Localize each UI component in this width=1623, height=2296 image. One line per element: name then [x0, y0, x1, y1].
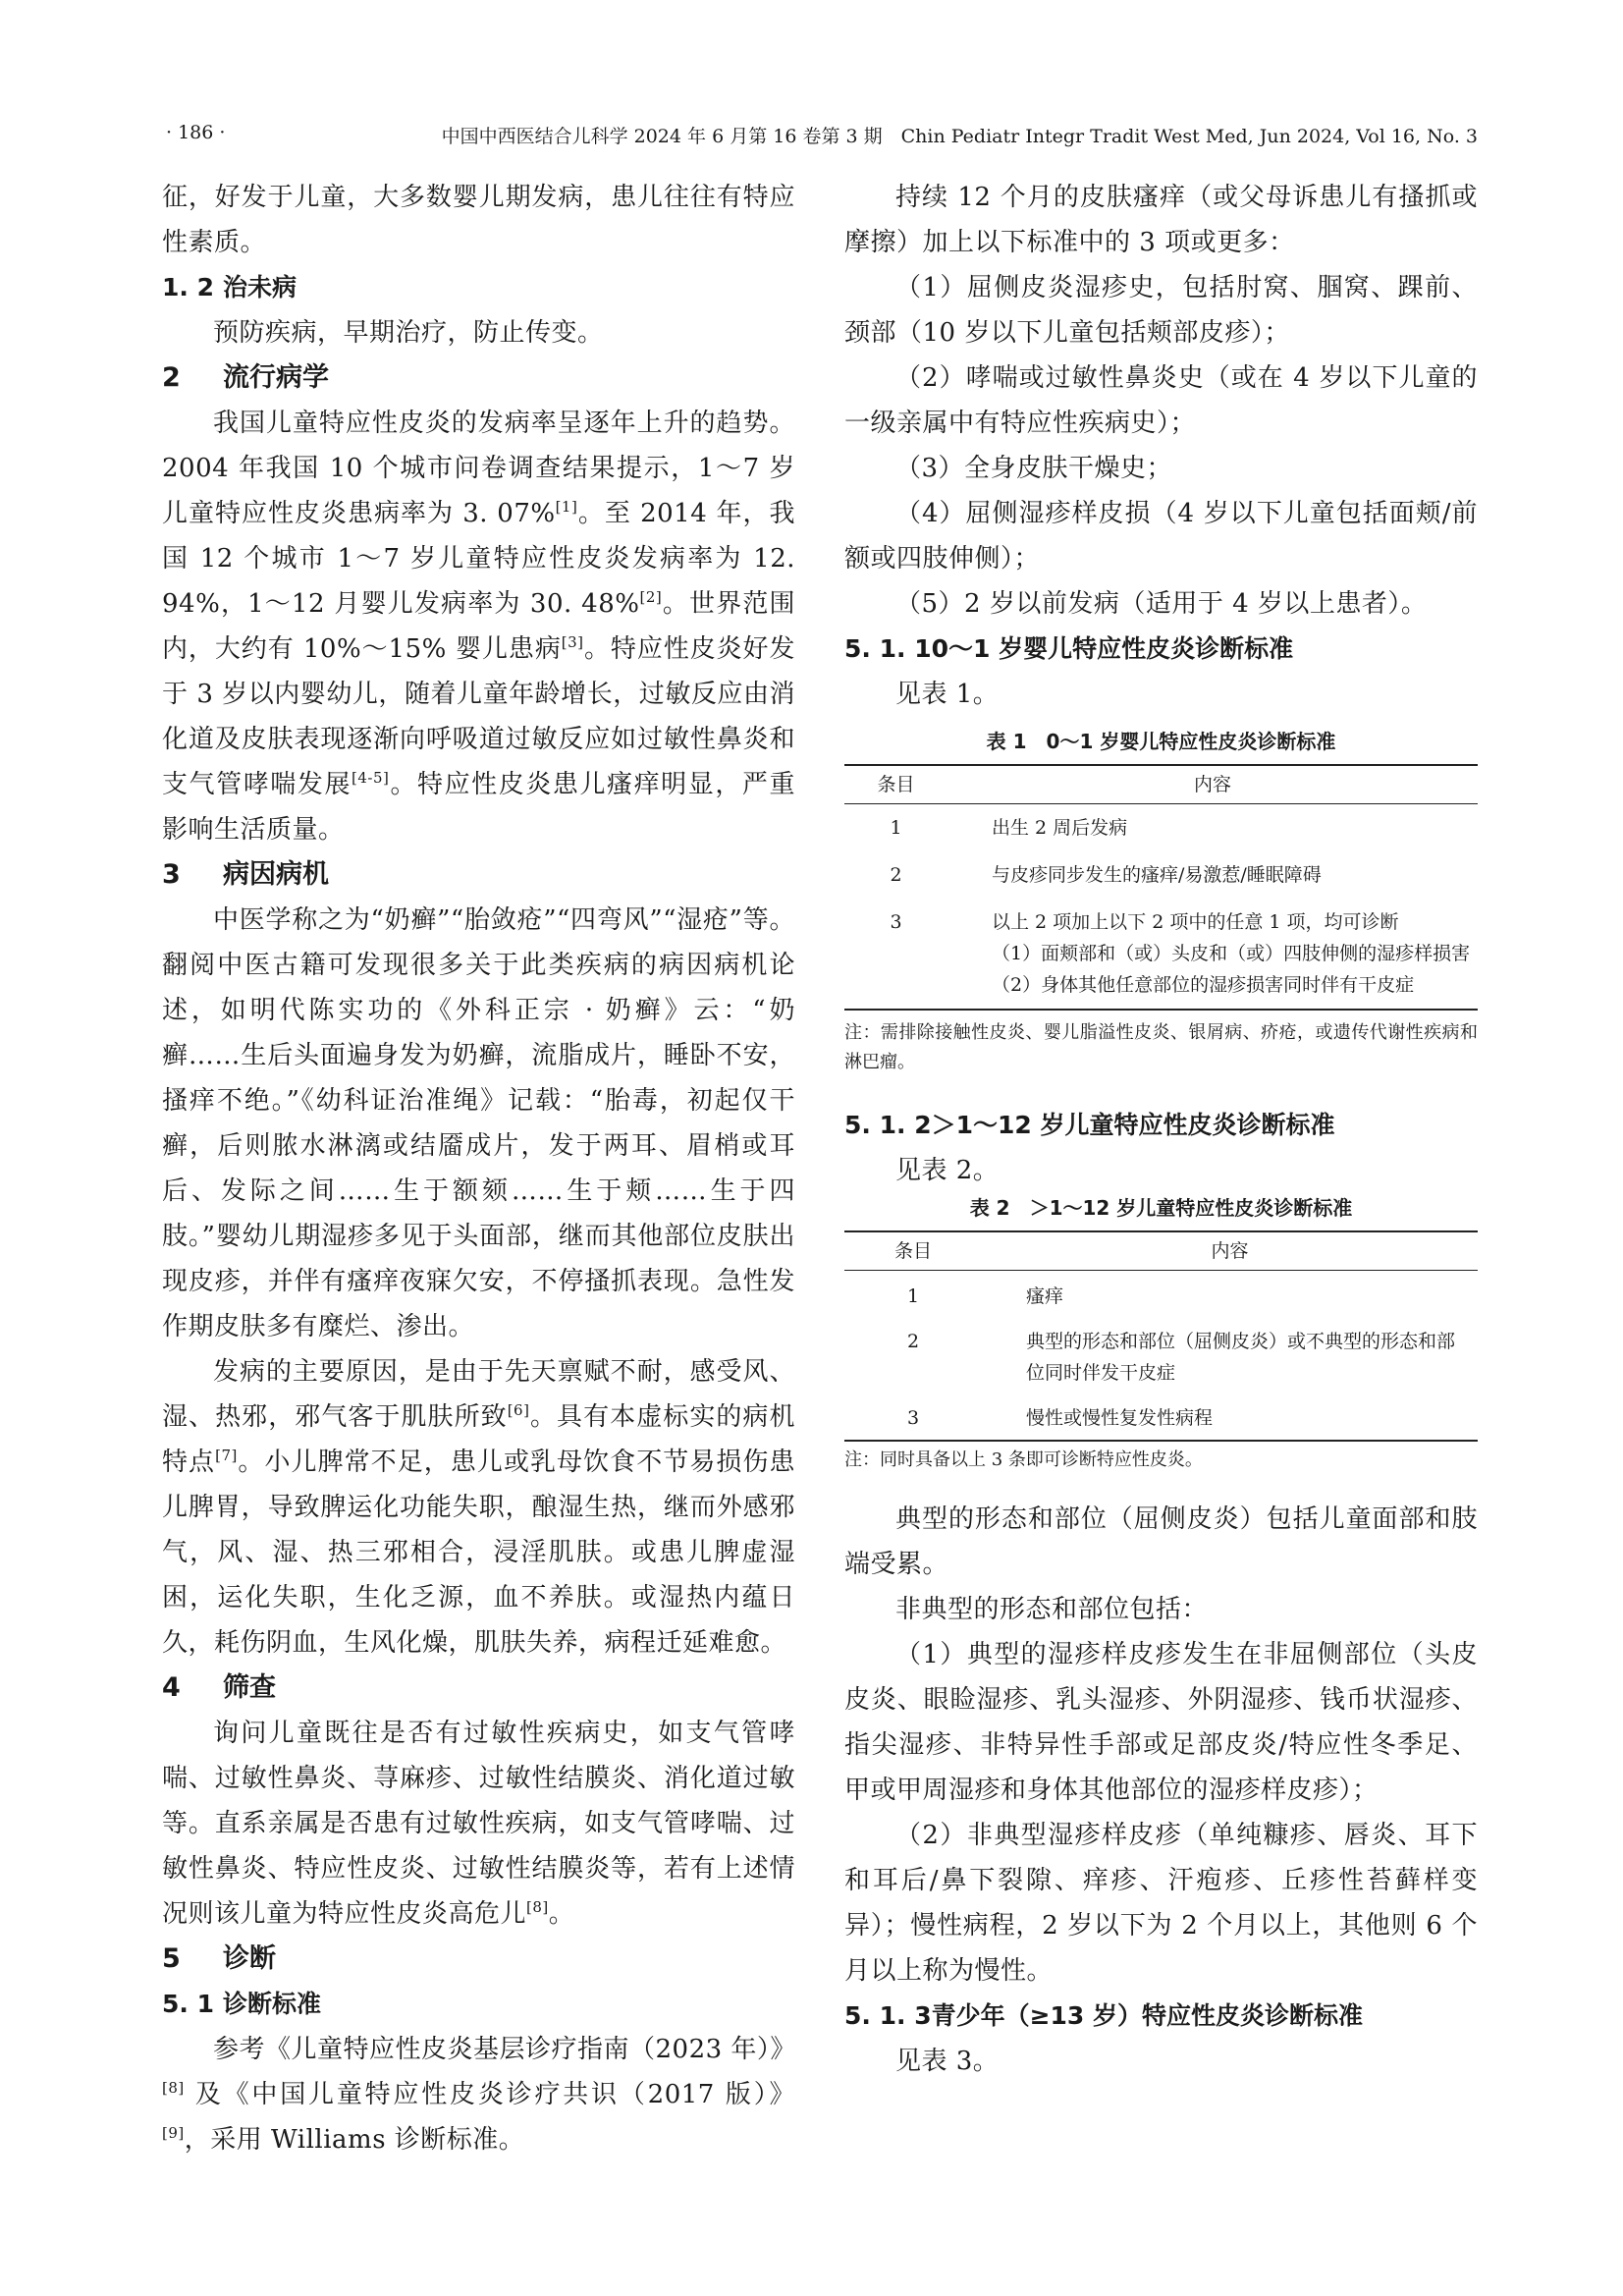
text: 。特应性皮炎好发于 3 岁以内婴幼儿，随着儿童年龄增长，过敏反应由消化道及皮肤表现逐渐向呼吸道过敏反应如过敏性鼻炎和支气管哮喘发展: [162, 634, 795, 799]
paragraph-tcm-names: 中医学称之为“奶癣”“胎敛疮”“四弯风”“湿疮”等。翻阅中医古籍可发现很多关于此类疾病的病因病机论述，如明代陈实功的《外科正宗 · 奶癣》云：“奶癣……生后头面遍身发为奶癣，流脂成片，睡卧不安，搔痒不绝。”《幼科证治准绳》记载：“胎毒，初起仅干癣，后则脓水淋漓或结靥成片，发于两耳、眉梢或耳后、发际之间……生于额颏……生于颊……生于四肢。”婴幼儿期湿疹多见于头面部，继而其他部位皮肤出现皮疹，并伴有瘙痒夜寐欠安，不停搔抓表现。急性发作期皮肤多有糜烂、渗出。: [162, 905, 795, 1341]
row-content: 典型的形态和部位（屈侧皮炎）或不典型的形态和部位同时伴发干皮症: [1026, 1331, 1456, 1384]
row-content: 慢性或慢性复发性病程: [1026, 1407, 1214, 1429]
citation-ref: [2]: [639, 588, 663, 606]
paragraph-atypical-intro: 非典型的形态和部位包括：: [895, 1595, 1209, 1624]
paragraph-typical-form: 典型的形态和部位（屈侧皮炎）包括儿童面部和肢端受累。: [844, 1504, 1478, 1579]
column-header: 内容: [947, 765, 1478, 804]
text: 及《中国儿童特应性皮炎诊疗共识（2017 版）》: [184, 2080, 795, 2109]
atypical-item: （1）典型的湿疹样皮疹发生在非屈侧部位（头皮皮炎、眼睑湿疹、乳头湿疹、外阴湿疹、钱币状湿疹、指尖湿疹、非特异性手部或足部皮炎/特应性冬季足、甲或甲周湿疹和身体其他部位的湿疹样皮疹）；: [844, 1640, 1478, 1805]
text: 发病的主要原因，是由于先天禀赋不耐，感受风、湿、热邪，邪气客于肌肤所致: [162, 1357, 795, 1432]
criterion-item: （4）屈侧湿疹样皮损（4 岁以下儿童包括面颊/前额或四肢伸侧）；: [844, 499, 1478, 574]
table-row: [844, 891, 1478, 1010]
criterion-item: （3）全身皮肤干燥史；: [895, 454, 1173, 483]
heading-5-1-2: [844, 1103, 1478, 1148]
column-header: 条目: [844, 1231, 982, 1271]
column-header: 条目: [844, 765, 947, 804]
section-title: 诊断: [223, 1943, 276, 1974]
atypical-item: （2）非典型湿疹样皮疹（单纯糠疹、唇炎、耳下和耳后/鼻下裂隙、痒疹、汗疱疹、丘疹性苔藓样变异）；慢性病程，2 岁以下为 2 个月以上，其他则 6 个月以上称为慢性。: [844, 1821, 1478, 1986]
page-number: · 186 ·: [166, 122, 226, 143]
see-table-3: 见表 3。: [895, 2047, 1000, 2076]
row-content: 出生 2 周后发病: [992, 817, 1128, 839]
paragraph-itch-criterion: 持续 12 个月的皮肤瘙痒（或父母诉患儿有搔抓或摩擦）加上以下标准中的 3 项或更多：: [844, 183, 1478, 257]
section-number: 5: [162, 1943, 181, 1974]
section-number: 3: [162, 859, 181, 890]
row-number: 2: [906, 1331, 920, 1352]
text: 。特应性皮炎患儿瘙痒明显，严重影响生活质量。: [162, 770, 795, 845]
section-title: 青少年（≥13 岁）特应性皮炎诊断标准: [931, 2001, 1364, 2030]
row-number: 2: [890, 864, 902, 886]
row-content: [947, 891, 1478, 1010]
column-header: 内容: [982, 1231, 1478, 1271]
paragraph-continuation: 征，好发于儿童，大多数婴儿期发病，患儿往往有特应性素质。: [162, 183, 795, 257]
citation-ref: [4-5]: [352, 769, 390, 787]
row-text: 以上 2 项加上以下 2 项中的任意 1 项，均可诊断: [992, 911, 1399, 933]
citation-ref: [1]: [555, 498, 578, 516]
section-title: 筛查: [223, 1672, 276, 1703]
citation-ref: [6]: [507, 1401, 530, 1419]
heading-3: [162, 852, 795, 898]
heading-5-1-1: [844, 627, 1478, 672]
row-number: 3: [890, 911, 902, 933]
citation-ref: [8]: [526, 1898, 549, 1916]
table-caption: 表 1 0～1 岁婴儿特应性皮炎诊断标准: [986, 730, 1336, 753]
section-title: 0～1 岁婴儿特应性皮炎诊断标准: [931, 634, 1294, 663]
row-sub-item: （1）面颊部和（或）头皮和（或）四肢伸侧的湿疹样损害: [992, 943, 1471, 964]
heading-1-2: [162, 265, 795, 310]
left-column: [162, 175, 795, 2162]
text: ，采用 Williams 诊断标准。: [184, 2125, 525, 2155]
section-number: 5. 1. 1: [844, 634, 932, 663]
section-number: 5. 1. 2: [844, 1111, 932, 1139]
criterion-item: （5）2 岁以前发病（适用于 4 岁以上患者）。: [895, 589, 1428, 619]
table-note: 注：需排除接触性皮炎、婴儿脂溢性皮炎、银屑病、疥疮，或遗传代谢性疾病和淋巴瘤。: [844, 1022, 1478, 1072]
paragraph-criteria-source: [162, 2027, 795, 2162]
table-row: [844, 804, 1478, 845]
table-row: [844, 1389, 1478, 1441]
criterion-item: （2）哮喘或过敏性鼻炎史（或在 4 岁以下儿童的一级亲属中有特应性疾病史）；: [844, 363, 1478, 438]
table-caption: 表 2 ＞1～12 岁儿童特应性皮炎诊断标准: [969, 1196, 1353, 1220]
table-row: [844, 844, 1478, 891]
heading-2: [162, 355, 795, 401]
heading-5-1: [162, 1982, 795, 2027]
criterion-item: （1）屈侧皮炎湿疹史，包括肘窝、腘窝、踝前、颈部（10 岁以下儿童包括颊部皮疹）；: [844, 273, 1478, 348]
row-number: 1: [890, 817, 902, 839]
citation-ref: [9]: [162, 2124, 185, 2142]
right-column: [844, 175, 1478, 2084]
citation-ref: [3]: [561, 633, 584, 651]
journal-citation: 中国中西医结合儿科学 2024 年 6 月第 16 卷第 3 期 Chin Pediatr Integr Tradit West Med, Jun 2024, Vol 16, No. 3: [441, 126, 1478, 147]
section-title: 病因病机: [223, 859, 329, 890]
section-title: 流行病学: [223, 362, 329, 393]
row-content: 与皮疹同步发生的瘙痒/易激惹/睡眠障碍: [992, 864, 1322, 886]
row-number: 3: [906, 1407, 920, 1429]
table-2: [844, 1193, 1478, 1475]
text: 询问儿童既往是否有过敏性疾病史，如支气管哮喘、过敏性鼻炎、荨麻疹、过敏性结膜炎、消化道过敏等。直系亲属是否患有过敏性疾病，如支气管哮喘、过敏性鼻炎、特应性皮炎、过敏性结膜炎等，若有上述情况则该儿童为特应性皮炎高危儿: [162, 1719, 795, 1929]
row-sub-item: （2）身体其他任意部位的湿疹损害同时伴有干皮症: [992, 974, 1415, 996]
heading-5-1-3: [844, 1994, 1478, 2039]
row-number: 1: [906, 1285, 920, 1307]
section-number: 2: [162, 362, 181, 393]
section-number: 5. 1. 3: [844, 2001, 932, 2030]
paragraph-pathogenesis: [162, 1349, 795, 1666]
section-title: 诊断标准: [223, 1990, 322, 2018]
section-title: ＞1～12 岁儿童特应性皮炎诊断标准: [931, 1111, 1335, 1139]
table-note: 注：同时具备以上 3 条即可诊断特应性皮炎。: [844, 1449, 1203, 1470]
text: 。至 2014 年，我国 12 个城市 1～7 岁儿童特应性皮炎发病率为 12. 94%，1～12 月婴儿发病率为 30. 48%: [162, 499, 795, 619]
paragraph-prevention: 预防疾病，早期治疗，防止传变。: [213, 318, 604, 348]
table-1: [844, 727, 1478, 1077]
citation-ref: [7]: [215, 1447, 238, 1464]
see-table-2: 见表 2。: [895, 1156, 1000, 1185]
heading-4: [162, 1666, 795, 1711]
paragraph-screening: [162, 1711, 795, 1937]
section-number: 1. 2: [162, 273, 214, 301]
table-2-grid: [844, 1230, 1478, 1442]
section-number: 4: [162, 1672, 181, 1703]
table-row: [844, 1312, 1478, 1389]
text: 。具有本虚标实的病机特点: [162, 1402, 795, 1477]
section-title: 治未病: [223, 273, 298, 301]
text: 。小儿脾常不足，患儿或乳母饮食不节易损伤患儿脾胃，导致脾运化功能失职，酿湿生热，继而外感邪气，风、湿、热三邪相合，浸淫肌肤。或患儿脾虚湿困，运化失职，生化乏源，血不养肤。或湿热内蕴日久，耗伤阴血，生风化燥，肌肤失养，病程迁延难愈。: [162, 1448, 795, 1658]
heading-5: [162, 1937, 795, 1982]
see-table-1: 见表 1。: [895, 680, 1000, 709]
citation-ref: [8]: [162, 2079, 185, 2097]
text: 。: [548, 1899, 575, 1929]
text: 参考《儿童特应性皮炎基层诊疗指南（2023 年）》: [213, 2035, 796, 2064]
text: 我国儿童特应性皮炎的发病率呈逐年上升的趋势。2004 年我国 10 个城市问卷调查结果提示，1～7 岁儿童特应性皮炎患病率为 3. 07%: [162, 409, 795, 528]
table-header-row: [844, 765, 1478, 804]
table-header-row: [844, 1231, 1478, 1271]
text: 。世界范围内，大约有 10%～15% 婴儿患病: [162, 589, 795, 664]
table-1-grid: [844, 764, 1478, 1011]
running-header: [162, 116, 1478, 149]
row-content: 瘙痒: [1026, 1285, 1064, 1307]
section-number: 5. 1: [162, 1990, 214, 2018]
table-row: [844, 1271, 1478, 1313]
paragraph-epidemiology: [162, 401, 795, 852]
